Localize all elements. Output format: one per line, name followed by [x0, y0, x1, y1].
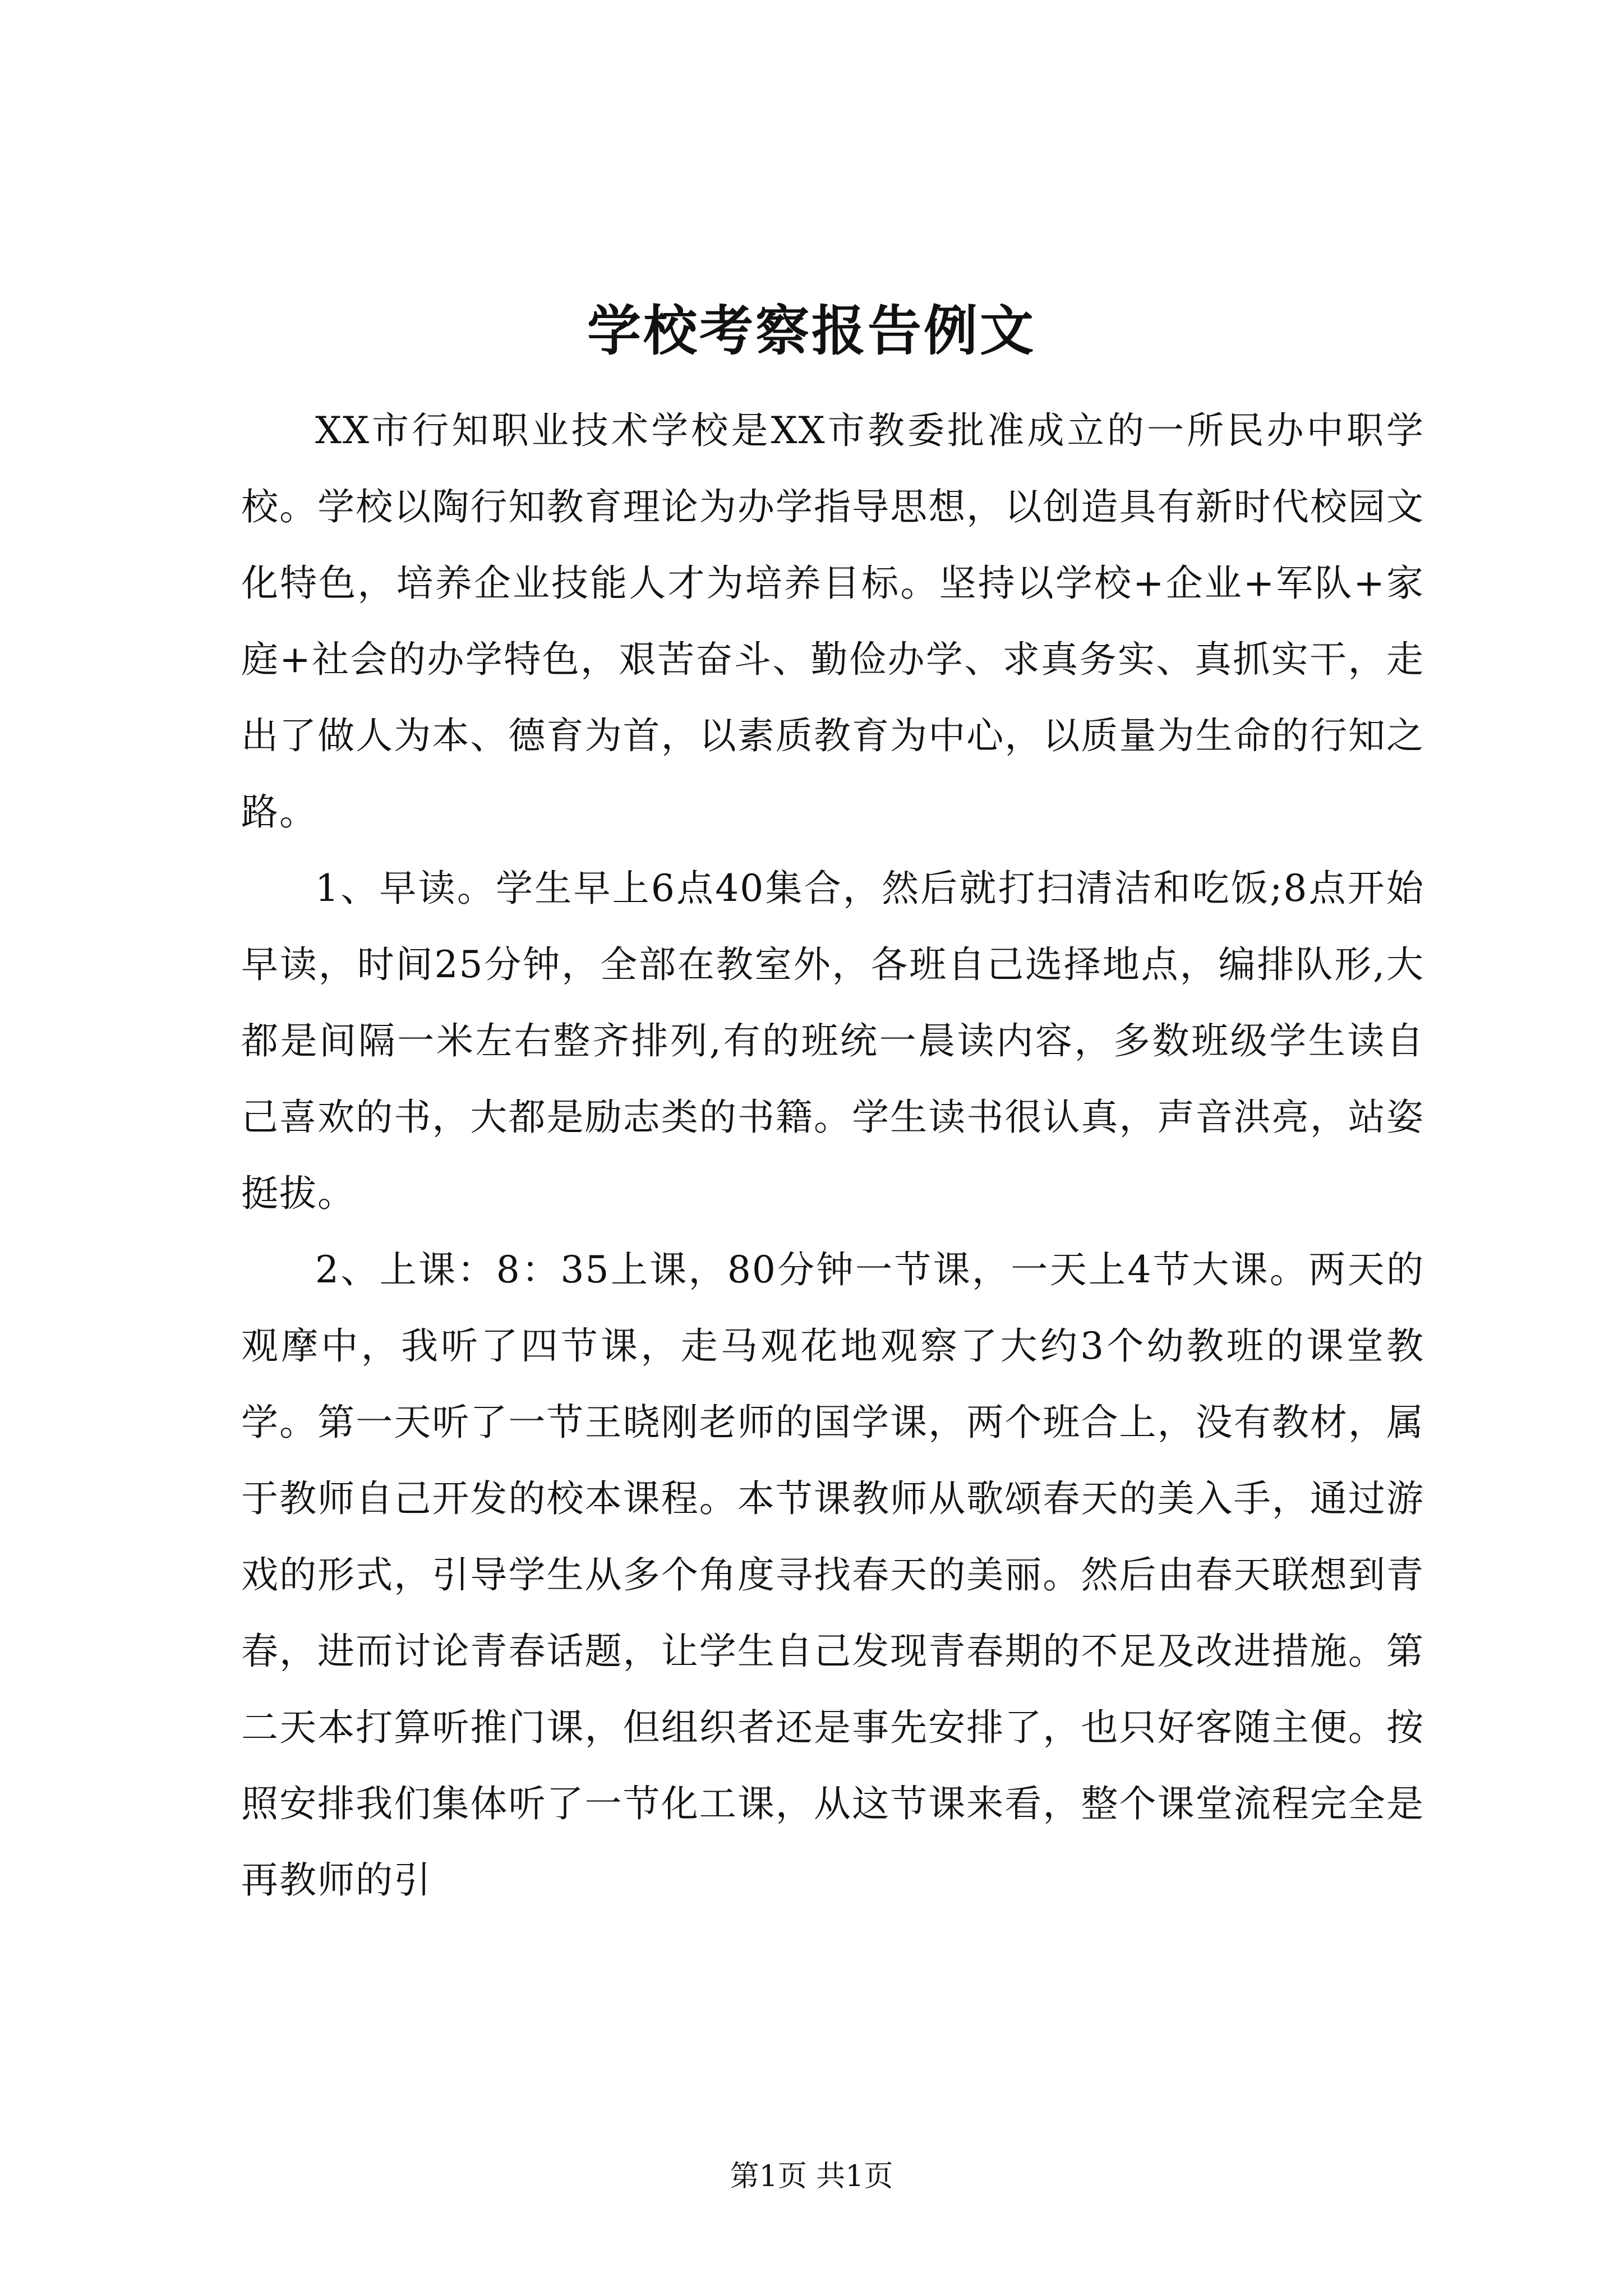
document-body: [241, 393, 1424, 1918]
page-footer: 第1页 共1页: [730, 2160, 893, 2193]
paragraph-classes: 2、上课：8：35上课，80分钟一节课，一天上4节大课。两天的观摩中，我听了四节课，走马观花地观察了大约3个幼教班的课堂教学。第一天听了一节王晓刚老师的国学课，两个班合上，没有教材，属于教师自己开发的校本课程。本节课教师从歌颂春天的美入手，通过游戏的形式，引导学生从多个角度寻找春天的美丽。然后由春天联想到青春，进而讨论青春话题，让学生自己发现青春期的不足及改进措施。第二天本打算听推门课，但组织者还是事先安排了，也只好客随主便。按照安排我们集体听了一节化工课，从这节课来看，整个课堂流程完全是再教师的引: [241, 1248, 1424, 1902]
paragraph-intro: XX市行知职业技术学校是XX市教委批准成立的一所民办中职学校。学校以陶行知教育理论为办学指导思想，以创造具有新时代校园文化特色，培养企业技能人才为培养目标。坚持以学校+企业+军队+家庭+社会的办学特色，艰苦奋斗、勤俭办学、求真务实、真抓实干，走出了做人为本、德育为首，以素质教育为中心，以质量为生命的行知之路。: [241, 409, 1424, 834]
document-title: 学校考察报告例文: [587, 299, 1036, 362]
paragraph-morning-reading: 1、早读。学生早上6点40集合，然后就打扫清洁和吃饭;8点开始早读，时间25分钟，全部在教室外，各班自己选择地点，编排队形,大都是间隔一米左右整齐排列,有的班统一晨读内容，多数班级学生读自己喜欢的书，大都是励志类的书籍。学生读书很认真，声音洪亮，站姿挺拔。: [241, 867, 1424, 1215]
